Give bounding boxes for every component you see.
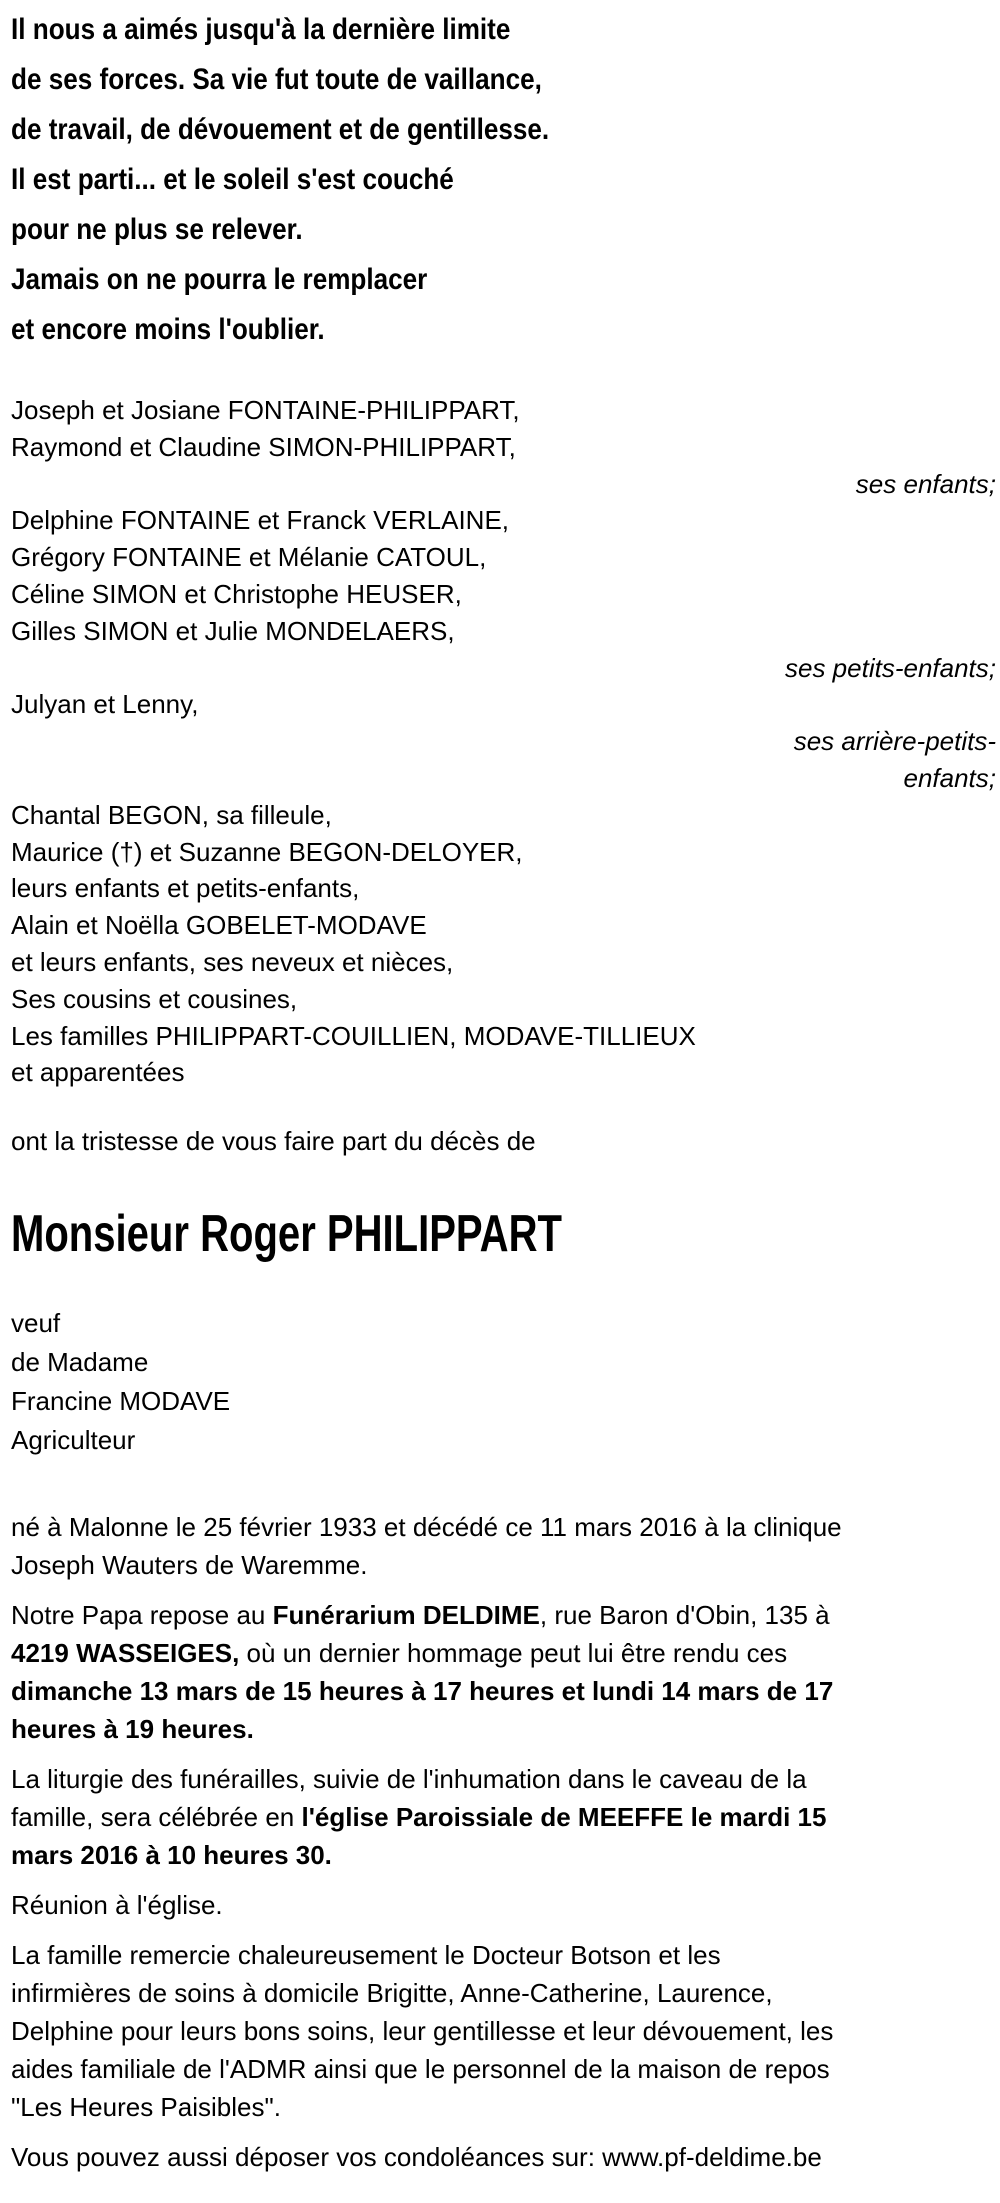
- announcement-intro: ont la tristesse de vous faire part du décès de: [11, 1126, 536, 1157]
- family-line: et leurs enfants, ses neveux et nièces,: [11, 946, 454, 977]
- relation-label: ses enfants;: [855, 468, 996, 499]
- family-list: [11, 392, 996, 1091]
- detail-line: [11, 2138, 996, 2176]
- detail-line: [11, 1798, 996, 1836]
- text-run: Joseph Wauters de Waremme.: [11, 1550, 368, 1581]
- poem-line: [11, 205, 996, 255]
- details: [11, 1508, 996, 2176]
- text-run: famille, sera célébrée en: [11, 1802, 302, 1833]
- bold-text-run: heures à 19 heures.: [11, 1714, 254, 1745]
- family-line: Joseph et Josiane FONTAINE-PHILIPPART,: [11, 395, 520, 425]
- relation-label: enfants;: [903, 762, 996, 793]
- family-line: Delphine FONTAINE et Franck VERLAINE,: [11, 505, 510, 536]
- bold-text-run: l'église Paroissiale de MEEFFE le mardi 15: [301, 1802, 827, 1833]
- relation-label: ses petits-enfants;: [785, 652, 996, 683]
- text-run: , rue Baron d'Obin, 135 à: [539, 1600, 830, 1631]
- paragraph-condolences: [11, 2138, 996, 2176]
- detail-line: [11, 1596, 996, 1634]
- poem-line-text: et encore moins l'oublier.: [11, 313, 325, 346]
- detail-line: [11, 2088, 996, 2126]
- text-run: Vous pouvez aussi déposer vos condoléances sur: www.pf-deldime.be: [11, 2142, 822, 2173]
- family-line: leurs enfants et petits-enfants,: [11, 873, 360, 904]
- poem-line: [11, 5, 996, 55]
- text-run: Notre Papa repose au: [11, 1600, 273, 1631]
- text-run: Delphine pour leurs bons soins, leur gentillesse et leur dévouement, les: [11, 2016, 834, 2047]
- status-lines: [11, 1304, 996, 1460]
- detail-line: [11, 1836, 996, 1874]
- poem-line-text: Il nous a aimés jusqu'à la dernière limite: [11, 13, 511, 46]
- paragraph-birth-death: [11, 1508, 996, 1584]
- bold-text-run: mars 2016 à 10 heures 30.: [11, 1840, 332, 1871]
- paragraph-thanks: [11, 1936, 996, 2126]
- family-line: Alain et Noëlla GOBELET-MODAVE: [11, 910, 427, 941]
- poem-line: [11, 105, 996, 155]
- detail-line: [11, 1634, 996, 1672]
- poem-line-text: de ses forces. Sa vie fut toute de vaillance,: [11, 63, 542, 96]
- family-line: et apparentées: [11, 1057, 185, 1088]
- detail-line: [11, 1710, 996, 1748]
- text-run: aides familiale de l'ADMR ainsi que le personnel de la maison de repos: [11, 2054, 830, 2085]
- text-run: infirmières de soins à domicile Brigitte, Anne-Catherine, Laurence,: [11, 1978, 773, 2009]
- poem-line: [11, 305, 996, 355]
- poem-line: [11, 255, 996, 305]
- status-line: de Madame: [11, 1347, 149, 1378]
- paragraph-liturgy: [11, 1760, 996, 1874]
- family-line: Gilles SIMON et Julie MONDELAERS,: [11, 615, 455, 646]
- text-run: La famille remercie chaleureusement le Docteur Botson et les: [11, 1940, 721, 1971]
- family-line: Maurice (†) et Suzanne BEGON-DELOYER,: [11, 836, 523, 867]
- text-run: né à Malonne le 25 février 1933 et décédé ce 11 mars 2016 à la clinique: [11, 1512, 842, 1543]
- paragraph-reunion: [11, 1886, 996, 1924]
- detail-line: [11, 1546, 996, 1584]
- poem-line-text: de travail, de dévouement et de gentillesse.: [11, 113, 550, 146]
- status-line: Francine MODAVE: [11, 1386, 231, 1417]
- paragraph-funeral-home: [11, 1596, 996, 1748]
- relation-label: ses arrière-petits-: [793, 726, 996, 757]
- text-run: où un dernier hommage peut lui être rendu ces: [239, 1638, 788, 1669]
- detail-line: [11, 1508, 996, 1546]
- poem-line-text: pour ne plus se relever.: [11, 213, 303, 246]
- text-run: Réunion à l'église.: [11, 1890, 223, 1921]
- epitaph-poem: [11, 5, 996, 355]
- family-group: [11, 686, 996, 796]
- family-line: Julyan et Lenny,: [11, 689, 199, 720]
- family-line: Raymond et Claudine SIMON-PHILIPPART,: [11, 431, 516, 462]
- detail-line: [11, 1936, 996, 1974]
- text-run: "Les Heures Paisibles".: [11, 2092, 281, 2123]
- deceased-name-text: Monsieur Roger PHILIPPART: [11, 1205, 562, 1264]
- detail-line: [11, 2050, 996, 2088]
- family-group: [11, 392, 996, 502]
- bold-text-run: Funérarium DELDIME: [272, 1600, 540, 1631]
- status-line: Agriculteur: [11, 1425, 136, 1456]
- family-line: Céline SIMON et Christophe HEUSER,: [11, 578, 462, 609]
- family-line: Les familles PHILIPPART-COUILLIEN, MODAVE-TILLIEUX: [11, 1020, 696, 1051]
- detail-line: [11, 1760, 996, 1798]
- family-group: [11, 502, 996, 686]
- poem-line: [11, 155, 996, 205]
- detail-line: [11, 1886, 996, 1924]
- poem-line-text: Jamais on ne pourra le remplacer: [11, 263, 428, 296]
- poem-line-text: Il est parti... et le soleil s'est couché: [11, 163, 454, 196]
- status-line: veuf: [11, 1308, 61, 1339]
- detail-line: [11, 2012, 996, 2050]
- deceased-name: [11, 1204, 996, 1264]
- detail-line: [11, 1974, 996, 2012]
- detail-line: [11, 1672, 996, 1710]
- poem-line: [11, 55, 996, 105]
- bold-text-run: dimanche 13 mars de 15 heures à 17 heures et lundi 14 mars de 17: [11, 1676, 834, 1707]
- family-line: Grégory FONTAINE et Mélanie CATOUL,: [11, 542, 487, 573]
- text-run: La liturgie des funérailles, suivie de l'inhumation dans le caveau de la: [11, 1764, 807, 1795]
- family-line: Ses cousins et cousines,: [11, 983, 298, 1014]
- family-line: Chantal BEGON, sa filleule,: [11, 799, 332, 830]
- family-group: [11, 797, 996, 1091]
- bold-text-run: 4219 WASSEIGES,: [11, 1638, 240, 1669]
